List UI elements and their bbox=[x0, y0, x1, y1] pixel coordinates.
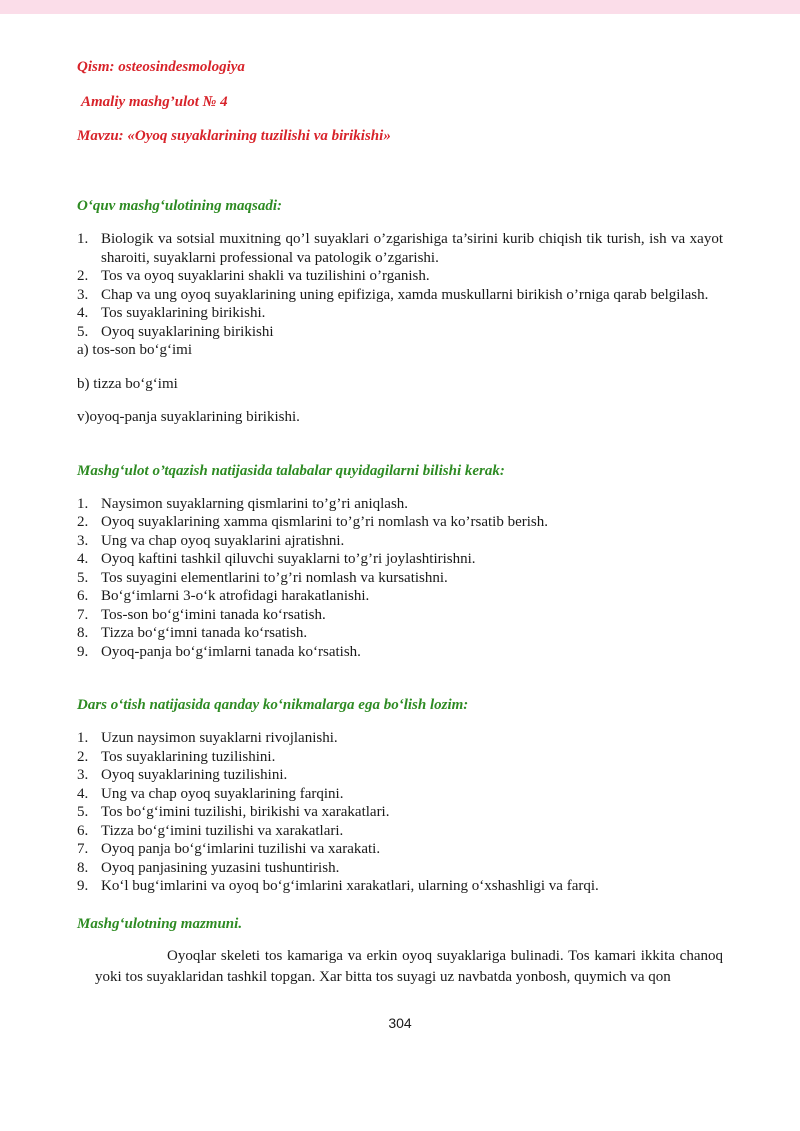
list-item: 5. Tos suyagini elementlarini to’g’ri nomlash va kursatishni. bbox=[77, 569, 448, 586]
list-item: 2. Tos suyaklarining tuzilishini. bbox=[77, 748, 276, 765]
list-item: 3. Oyoq suyaklarining tuzilishini. bbox=[77, 767, 288, 783]
goal-sub-a: a) tos-son bo‘g‘imi bbox=[77, 342, 192, 358]
list-item: 2. Tos va oyoq suyaklarini shakli va tuzilishini o’rganish. bbox=[77, 268, 430, 284]
goals-heading: O‘quv mashg‘ulotining maqsadi: bbox=[77, 198, 283, 214]
list-item: 5. Oyoq suyaklarining birikishi bbox=[77, 323, 274, 340]
list-item: 7. Tos-son bo‘g‘imini tanada ko‘rsatish. bbox=[77, 606, 326, 623]
content-heading: Mashg‘ulotning mazmuni. bbox=[77, 915, 243, 932]
list-item: 2. Oyoq suyaklarining xamma qismlarini to’g’ri nomlash va ko’rsatib berish. bbox=[77, 514, 548, 530]
knowledge-list bbox=[77, 495, 723, 662]
list-item: 6. Bo‘g‘imlarni 3-o‘k atrofidagi harakatlanishi. bbox=[77, 588, 370, 604]
list-item: 1. Naysimon suyaklarning qismlarini to’g’ri aniqlash. bbox=[77, 495, 409, 512]
document-page bbox=[77, 58, 723, 988]
list-item: 8. Tizza bo‘g‘imni tanada ko‘rsatish. bbox=[77, 625, 308, 641]
list-item: 9. Ko‘l bug‘imlarini va oyoq bo‘g‘imlarini xarakatlari, ularning o‘xshashligi va farqi. bbox=[77, 878, 599, 894]
list-item: 1. Biologik va sotsial muxitning qo’l suyaklari o’zgarishiga ta’sirini kurib chiqish tik turish, ish va xayot sharoiti, suyaklarni professional va patologik o’zgarishi. bbox=[77, 231, 723, 266]
list-item: 1. Uzun naysimon suyaklarni rivojlanishi. bbox=[77, 730, 338, 746]
skills-list bbox=[77, 729, 723, 896]
list-item: 4. Tos suyaklarining birikishi. bbox=[77, 305, 266, 321]
list-item: 3. Chap va ung oyoq suyaklarining uning epifiziga, xamda muskullarni birikish o’rniga qarab belgilash. bbox=[77, 286, 709, 303]
skills-heading: Dars o‘tish natijasida qanday ko‘nikmalarga ega bo‘lish lozim: bbox=[77, 697, 469, 713]
list-item: 8. Oyoq panjasining yuzasini tushuntirish. bbox=[77, 859, 340, 876]
list-item: 3. Ung va chap oyoq suyaklarini ajratishni. bbox=[77, 532, 345, 549]
section-title: Qism: osteosindesmologiya bbox=[77, 59, 245, 75]
list-item: 7. Oyoq panja bo‘g‘imlarini tuzilishi va xarakati. bbox=[77, 841, 381, 857]
top-color-band bbox=[0, 0, 800, 14]
list-item: 4. Ung va chap oyoq suyaklarining farqini. bbox=[77, 785, 344, 802]
goal-sub-b: b) tizza bo‘g‘imi bbox=[77, 375, 178, 392]
goal-sub-v: v)oyoq-panja suyaklarining birikishi. bbox=[77, 409, 300, 425]
list-item: 4. Oyoq kaftini tashkil qiluvchi suyaklarni to’g’ri joylashtirishni. bbox=[77, 551, 476, 567]
topic-title: Mavzu: «Oyoq suyaklarining tuzilishi va birikishi» bbox=[77, 128, 391, 144]
list-item: 9. Oyoq-panja bo‘g‘imlarni tanada ko‘rsatish. bbox=[77, 643, 361, 660]
list-item: 6. Tizza bo‘g‘imini tuzilishi va xarakatlari. bbox=[77, 822, 344, 839]
list-item: 5. Tos bo‘g‘imini tuzilishi, birikishi va xarakatlari. bbox=[77, 804, 390, 820]
knowledge-heading: Mashg‘ulot o’tqazish natijasida talabalar quyidagilarni bilishi kerak: bbox=[77, 462, 505, 479]
lesson-title: Amaliy mashg’ulot № 4 bbox=[81, 94, 228, 110]
content-paragraph: Oyoqlar skeleti tos kamariga va erkin oyoq suyaklariga bulinadi. Tos kamari ikkita chanoq yoki tos suyaklaridan tashkil topgan. Xar bitta tos suyagi uz navbatda yonbosh, quymich va qon bbox=[95, 947, 723, 985]
goals-list bbox=[77, 230, 723, 341]
page-number: 304 bbox=[388, 1015, 412, 1031]
